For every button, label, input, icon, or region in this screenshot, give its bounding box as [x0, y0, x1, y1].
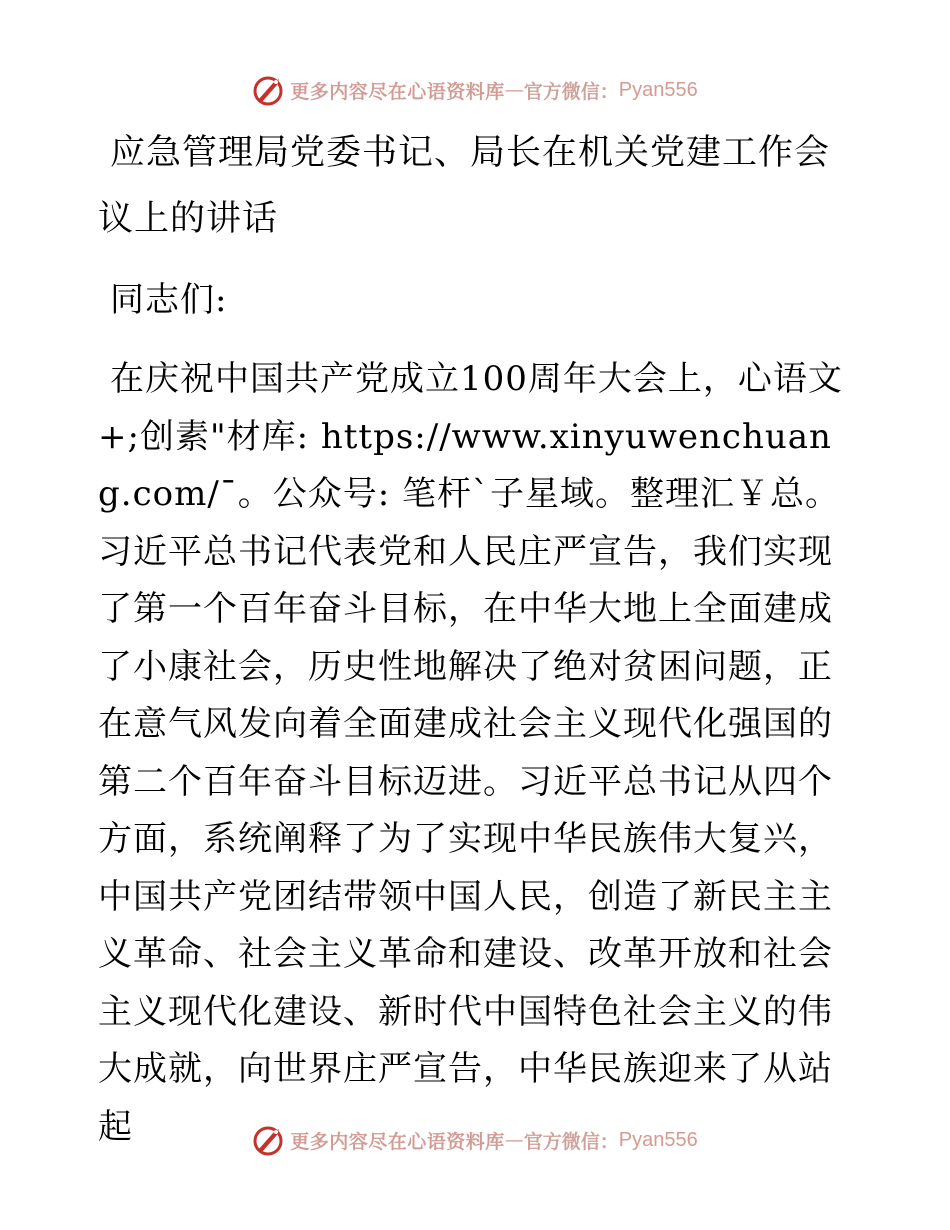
header-watermark-banner: [0, 70, 950, 110]
body-paragraph: 在庆祝中国共产党成立100周年大会上，心语文+;创素"材库: https://www.xinyuwenchuang.com/¯。公众号: 笔杆`子星域。整理汇￥总。习近平总书记代表党和人民庄严宣告，我们实现了第一个百年奋斗目标，在中华大地上全面建成了小康社会，历史性地解决了绝对贫困问题，正在意气风发向着全面建成社会主义现代化强国的第二个百年奋斗目标迈进。习近平总书记从四个方面，系统阐释了为了实现中华民族伟大复兴，中国共产党团结带领中国人民，创造了新民主主义革命、社会主义革命和建设、改革开放和社会主义现代化建设、新时代中国特色社会主义的伟大成就，向世界庄严宣告，中华民族迎来了从站起: [98, 359, 843, 1147]
pen-logo-icon: [252, 1123, 286, 1157]
banner-separator: —: [504, 1129, 524, 1151]
banner-official-label: 官方微信：: [523, 1130, 619, 1153]
footer-watermark-banner: [0, 1120, 950, 1160]
banner-wechat-id: Pyan556: [618, 1128, 698, 1151]
page-title: 应急管理局党委书记、局长在机关党建工作会议上的讲话: [98, 133, 831, 239]
banner-wechat-id: Pyan556: [618, 78, 698, 101]
banner-official-label: 官方微信：: [523, 80, 619, 103]
banner-separator: —: [504, 79, 524, 101]
banner-main-text: 更多内容尽在心语资料库: [290, 1130, 505, 1153]
document-body: [98, 120, 850, 1156]
salutation: 同志们:: [110, 280, 228, 320]
banner-main-text: 更多内容尽在心语资料库: [290, 80, 505, 103]
pen-logo-icon: [252, 73, 286, 107]
